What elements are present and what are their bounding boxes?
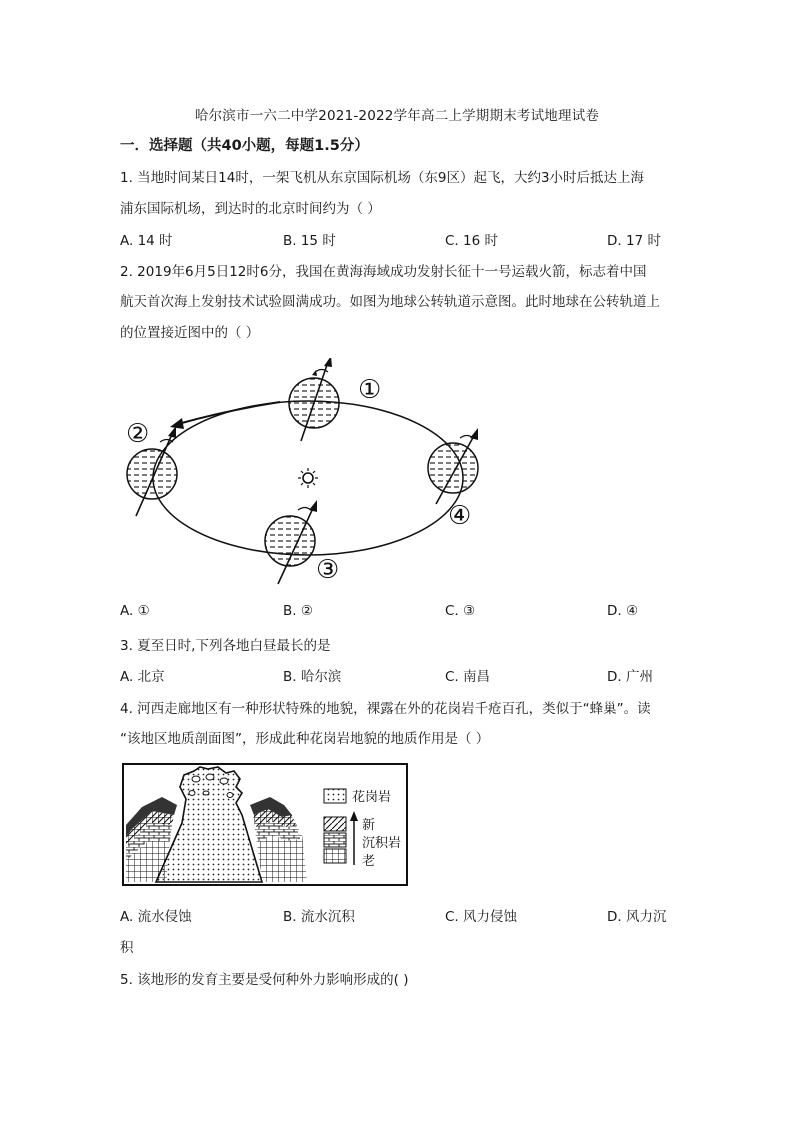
earth-position-3 — [265, 500, 317, 584]
q3-option-d: D. 广州 — [607, 669, 653, 685]
q4-option-b: B. 流水沉积 — [283, 909, 355, 925]
q4-option-c: C. 风力侵蚀 — [445, 909, 518, 925]
q1-text-line1: 1. 当地时间某日14时，一架飞机从东京国际机场（东9区）起飞，大约3小时后抵达上海 — [120, 170, 645, 186]
legend-layer-1-swatch — [324, 817, 346, 831]
earth-orbit-diagram — [118, 358, 498, 590]
earth-label-2: ② — [126, 419, 150, 449]
q2-text-line3: 的位置接近图中的（ ） — [120, 325, 260, 341]
legend-granite-label: 花岗岩 — [352, 790, 392, 805]
exam-title: 哈尔滨市一六二中学2021-2022学年高二上学期期末考试地理试卷 — [194, 108, 600, 124]
q2-text-line2: 航天首次海上发射技术试验圆满成功。如图为地球公转轨道示意图。此时地球在公转轨道上 — [120, 294, 660, 310]
q4-option-a: A. 流水侵蚀 — [120, 909, 192, 925]
q1-option-a: A. 14 时 — [120, 233, 173, 249]
earth-label-4: ④ — [448, 501, 472, 531]
earth-position-1 — [289, 358, 339, 441]
orbit-direction-arrow — [178, 402, 280, 424]
q4-text-line1: 4. 河西走廊地区有一种形状特殊的地貌，裸露在外的花岗岩千疮百孔，类似于“蜂巢”。读 — [120, 701, 651, 717]
legend-new-label: 新 — [362, 818, 376, 833]
sun-icon — [298, 468, 318, 488]
q5-text-line1: 5. 该地形的发育主要是受何种外力影响形成的( ) — [120, 972, 409, 988]
q2-option-a: A. ① — [120, 603, 150, 619]
q3-text-line1: 3. 夏至日时,下列各地白昼最长的是 — [120, 638, 331, 654]
q1-option-d: D. 17 时 — [607, 233, 661, 249]
q4-text-line2: “该地区地质剖面图”，形成此种花岗岩地貌的地质作用是（ ） — [120, 731, 490, 747]
geologic-cross-section — [122, 763, 408, 887]
legend-layer-2-swatch — [324, 833, 346, 847]
q3-option-c: C. 南昌 — [445, 669, 491, 685]
section-heading: 一．选择题（共40小题，每题1.5分） — [120, 138, 369, 154]
q4-option-d: D. 风力沉 — [607, 909, 667, 925]
earth-position-4 — [428, 428, 478, 504]
q1-option-c: C. 16 时 — [445, 233, 498, 249]
q2-option-c: C. ③ — [445, 603, 476, 619]
q1-text-line2: 浦东国际机场，到达时的北京时间约为（ ） — [120, 201, 381, 217]
earth-label-1: ① — [358, 375, 382, 405]
q3-option-a: A. 北京 — [120, 669, 165, 685]
q2-text-line1: 2. 2019年6月5日12时6分，我国在黄海海域成功发射长征十一号运载火箭，标志着中国 — [120, 264, 647, 280]
legend-old-label: 老 — [362, 854, 376, 869]
legend-sedimentary-label: 沉积岩 — [362, 836, 402, 851]
q1-option-b: B. 15 时 — [283, 233, 336, 249]
q3-option-b: B. 哈尔滨 — [283, 669, 342, 685]
q4-option-d-wrap: 积 — [120, 940, 134, 956]
legend-granite-swatch — [324, 789, 346, 803]
q2-option-d: D. ④ — [607, 603, 639, 619]
earth-label-3: ③ — [316, 555, 340, 585]
q2-option-b: B. ② — [283, 603, 313, 619]
legend-layer-3-swatch — [324, 849, 346, 863]
